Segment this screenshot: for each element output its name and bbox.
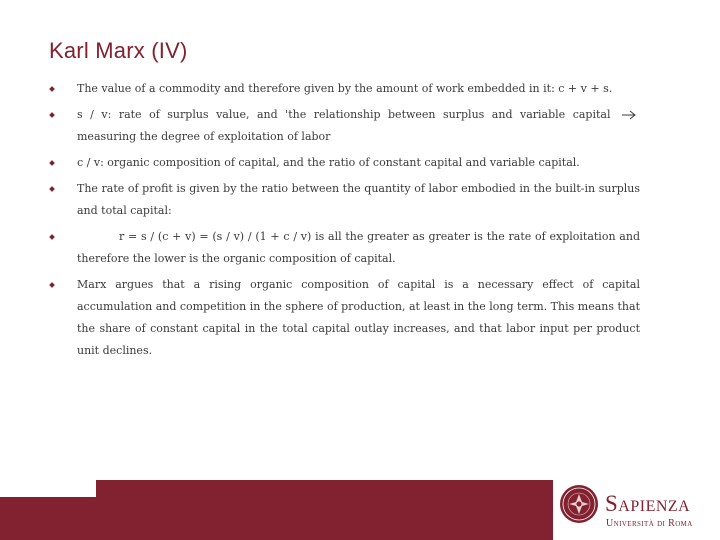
bullet-item: [50, 104, 640, 148]
university-seal-icon: [559, 484, 599, 524]
diamond-bullet-icon: [49, 112, 55, 118]
logo-name: Sapienza: [605, 491, 691, 516]
bullet-text: c / v: organic composition of capital, and the ratio of constant capital and variable capital.: [77, 156, 580, 169]
diamond-bullet-icon: [49, 186, 55, 192]
logo-subtitle: Università di Roma: [606, 518, 693, 529]
bullet-item: [50, 152, 640, 174]
bullet-item: [50, 78, 640, 100]
diamond-bullet-icon: [49, 282, 55, 288]
bullet-list: [50, 78, 640, 366]
slide-title: Karl Marx (IV): [49, 38, 188, 63]
right-arrow-icon: [621, 110, 637, 120]
university-logo: [553, 480, 720, 540]
bullet-text-after-arrow: measuring the degree of exploitation of labor: [77, 130, 331, 143]
bullet-text: The rate of profit is given by the ratio between the quantity of labor embodied in the built-in surplus and total capital:: [77, 182, 640, 217]
bullet-item: [50, 226, 640, 270]
diamond-bullet-icon: [49, 234, 55, 240]
bullet-text: The value of a commodity and therefore given by the amount of work embedded in it: c + v + s.: [77, 82, 613, 95]
footer-left-block: [0, 497, 96, 540]
diamond-bullet-icon: [49, 160, 55, 166]
bullet-text: Marx argues that a rising organic composition of capital is a necessary effect of capital accumulation and competition in the sphere of production, at least in the long term. This means that the share of constant capital in the total capital outlay increases, and that labor input per product unit declines.: [77, 278, 640, 357]
footer-bar: [96, 480, 553, 540]
diamond-bullet-icon: [49, 86, 55, 92]
bullet-text-before-arrow: s / v: rate of surplus value, and 'the relationship between surplus and variable capital: [77, 108, 611, 121]
bullet-item: [50, 178, 640, 222]
bullet-text: r = s / (c + v) = (s / v) / (1 + c / v) is all the greater as greater is the rate of exploitation and therefore the lower is the organic composition of capital.: [77, 230, 640, 265]
bullet-item: [50, 274, 640, 362]
